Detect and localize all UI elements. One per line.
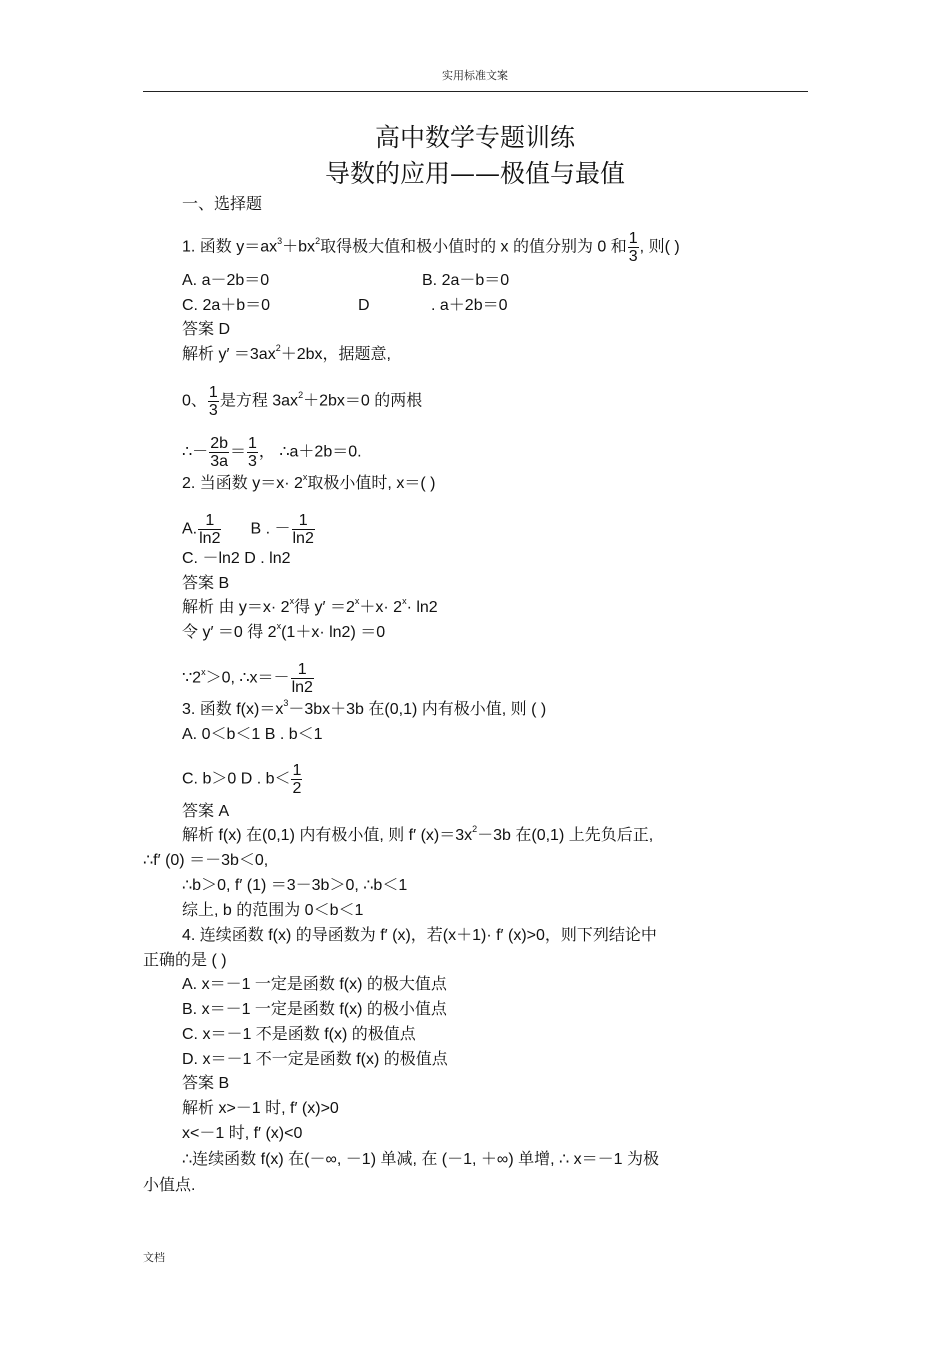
section-heading: 一、选择题 (182, 196, 263, 213)
q2-answer: 答案 B (182, 575, 230, 592)
fraction: $\frac{1}{\ln 2}$ (292, 512, 314, 547)
q4-stem-1: 4. 连续函数 f(x) 的导函数为 f′ (x)，若(x＋1)· f′ (x)>0，则下列结论中 (182, 927, 657, 944)
q4-explain-3: ∴连续函数 f(x) 在(－∞, －1) 单减, 在 (－1, ＋∞) 单增, ∴ x＝－1 为极 (182, 1151, 659, 1168)
q1-stem: 1. 函数 $y=ax^3+bx^2$取得极大值和极小值时的 x 的值分别为 0 和 $\frac{1}{3}$ , 则( ) (182, 230, 680, 265)
q4-explain-2: x<－1 时, f′ (x)<0 (182, 1125, 303, 1142)
q2-explain-3: $\because 2^x>0$, ∴x＝－ $\frac{1}{\ln 2}$ (182, 661, 313, 696)
q1-option-d-letter: D (358, 297, 370, 314)
q4-option-a: A. x＝－1 一定是函数 f(x) 的极大值点 (182, 976, 447, 993)
fraction: $\frac{1}{2}$ (292, 762, 302, 797)
q2-stem: 2. 当函数 $y=x\cdot 2^x$取极小值时, x＝( ) (182, 472, 436, 492)
fraction: $\frac{1}{3}$ (628, 230, 638, 265)
q1-explain-1: 解析 $y' =3ax^2+2bx$，据题意, (182, 343, 391, 363)
q1-explain-2: 0、 $\frac{1}{3}$ 是方程 $3ax^2+2bx=0$ 的两根 (182, 384, 423, 419)
fraction: $\frac{1}{\ln 2}$ (291, 661, 313, 696)
q1-explain-3: ∴－ $\frac{2b}{3a}$ ＝ $\frac{1}{3}$ ， ∴a＋2b＝0. (182, 435, 362, 470)
page-footer: 文档 (143, 1251, 165, 1264)
q3-options-cd: C. b＞0 D . b＜ $\frac{1}{2}$ (182, 762, 302, 797)
q3-stem: 3. 函数 $f(x)=x^3-3bx+3b$ 在(0,1) 内有极小值, 则 ( ) (182, 698, 547, 718)
fraction: $\frac{2b}{3a}$ (210, 435, 228, 470)
fraction: $\frac{1}{3}$ (208, 384, 218, 419)
doc-title: 高中数学专题训练 (374, 123, 575, 152)
q3-answer: 答案 A (182, 803, 230, 820)
q3-explain-2: ∴f′ (0) ＝－3b＜0, (143, 852, 269, 869)
q1-option-b: B. 2a－b＝0 (422, 272, 510, 289)
doc-subtitle: 导数的应用——极值与最值 (324, 159, 625, 188)
q1-option-d: . a＋2b＝0 (431, 297, 508, 314)
q2-options-cd: C. －ln2 D . ln2 (182, 550, 291, 567)
q4-answer: 答案 B (182, 1075, 230, 1092)
q3-explain-1: 解析 f(x) 在(0,1) 内有极小值, 则 f′ $(x)=3x^2-3b$ 在(0,1) 上先负后正, (182, 824, 654, 844)
page-header: 实用标准文案 (442, 69, 508, 82)
q3-explain-4: 综上, b 的范围为 0＜b＜1 (182, 902, 364, 919)
q2-options-ab: A. $\frac{1}{\ln 2}$ B . － $\frac{1}{\ln 2}$ (182, 512, 314, 547)
q4-explain-1: 解析 x>－1 时, f′ (x)>0 (182, 1100, 339, 1117)
q1-answer: 答案 D (182, 321, 231, 338)
q2-explain-1: 解析 由 $y=x\cdot 2^x$得 $y' =2^x+x\cdot 2^x\cdot \ln 2$ (182, 596, 438, 616)
fraction: $\frac{1}{3}$ (248, 435, 257, 470)
q4-explain-4: 小值点. (143, 1177, 196, 1194)
q2-explain-2: 令 y′ ＝0 得 $2^x(1+x\cdot \ln 2) =0$ (182, 621, 386, 641)
q4-stem-2: 正确的是 ( ) (143, 952, 227, 969)
q4-option-c: C. x＝－1 不是函数 f(x) 的极值点 (182, 1026, 416, 1043)
q3-explain-3: ∴b＞0, f′ (1) ＝3－3b＞0, ∴b＜1 (182, 877, 408, 894)
header-rule (143, 91, 808, 92)
q1-option-c: C. 2a＋b＝0 (182, 297, 271, 314)
q4-option-d: D. x＝－1 不一定是函数 f(x) 的极值点 (182, 1051, 448, 1068)
q3-options-ab: A. 0＜b＜1 B . b＜1 (182, 726, 323, 743)
fraction: $\frac{1}{\ln 2}$ (199, 512, 221, 547)
q1-option-a: A. a－2b＝0 (182, 272, 270, 289)
q4-option-b: B. x＝－1 一定是函数 f(x) 的极小值点 (182, 1001, 447, 1018)
